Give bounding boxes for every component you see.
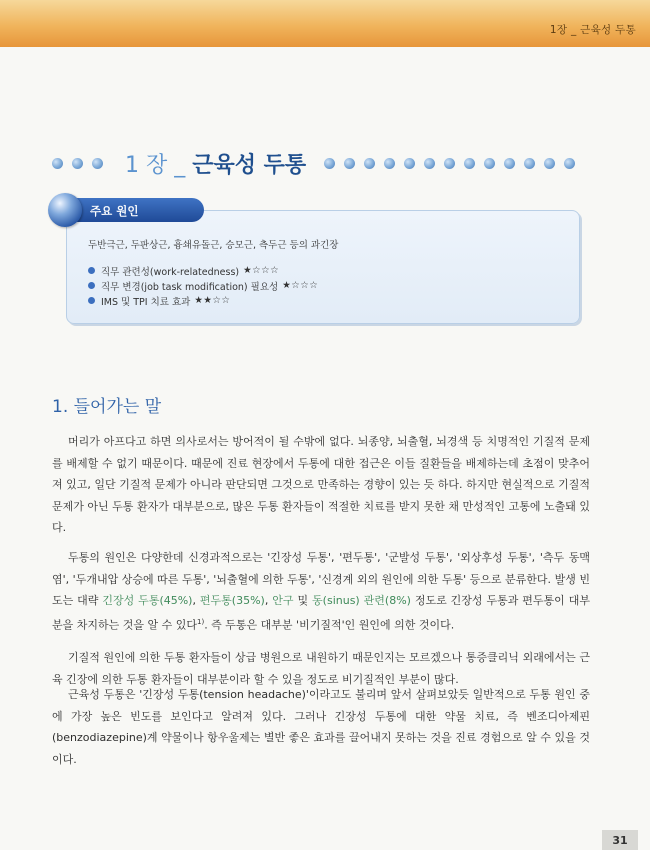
dot-icon <box>524 158 535 169</box>
dot-icon <box>364 158 375 169</box>
dot-icon <box>544 158 555 169</box>
dot-icon <box>484 158 495 169</box>
dot-icon <box>564 158 575 169</box>
cause-item-text: IMS 및 TPI 치료 효과 <box>101 296 191 308</box>
dot-icon <box>344 158 355 169</box>
list-item <box>88 293 318 308</box>
section-heading: 1. 들어가는 말 <box>52 397 162 417</box>
paragraph-2-text-b: 정도로 긴장성 두통과 편두통이 대부분을 차지하는 것을 알 수 있다 <box>52 594 590 632</box>
orb-icon <box>48 193 82 227</box>
paragraph-2-text-c: . 즉 두통은 대부분 '비기질적'인 원인에 의한 것이다. <box>204 618 455 632</box>
footnote-ref: 1) <box>197 617 205 626</box>
page-number: 31 <box>602 830 638 850</box>
bullet-icon <box>88 297 95 304</box>
dot-icon <box>384 158 395 169</box>
paragraph-4: 근육성 두통은 '긴장성 두통(tension headache)'이라고도 불리며 앞서 살펴보았듯 일반적으로 두통 원인 중에 가장 높은 빈도를 보인다고 알려져 있다. 그러나 긴장성 두통에 대한 약물 치료, 즉 벤조디아제핀(benzodiazepine)계 약물이나 항우울제는 별반 좋은 효과를 끌어내지 못하는 것을 진료 경험으로 알 수 있을 것이다. <box>52 688 590 766</box>
highlight-tension: 긴장성 두통(45%) <box>102 594 193 607</box>
paragraph-1: 머리가 아프다고 하면 의사로서는 방어적이 될 수밖에 없다. 뇌종양, 뇌출혈, 뇌경색 등 치명적인 기질적 문제를 배제할 수 없기 때문이다. 때문에 진료 현장에서 두통에 대한 접근은 이들 질환들을 배제하는데 초점이 맞추어져 있고, 일단 기질적 문제가 아니라 판단되면 그것으로 만족하는 경향이 있는 듯 하다. 하지만 현실적으로 기질적 문제가 아닌 두통 환자가 대부분으로, 많은 두통 환자들이 적절한 치료를 받지 못한 채 만성적인 고통에 노출돼 있다. <box>52 435 590 534</box>
chapter-number: 1 장 _ <box>125 152 186 178</box>
dot-icon <box>92 158 103 169</box>
chapter-title-row <box>52 148 592 178</box>
highlight-ocular: 안구 <box>272 594 294 607</box>
dot-icon <box>324 158 335 169</box>
main-causes-list <box>88 263 318 308</box>
decorative-dots-left <box>52 158 103 169</box>
paragraph-3: 기질적 원인에 의한 두통 환자들이 상급 병원으로 내원하기 때문인지는 모르겠으나 통증클리닉 외래에서는 근육 긴장에 의한 두통 환자들이 대부분이라 할 수 있을 정도로 비기질적인 부분이 많다. <box>52 651 590 686</box>
chapter-name: 근육성 두통 <box>192 152 307 178</box>
cause-item-text: 직무 변경(job task modification) 필요성 <box>101 281 279 293</box>
highlight-migraine: 편두통(35%) <box>199 594 265 607</box>
paragraph-2-text-a: 두통의 원인은 다양한데 신경과적으로는 '긴장성 두통', '편두통', '군발성 두통', '외상후성 두통', '측두 동맥염', '두개내압 상승에 따른 두통', '뇌출혈에 의한 두통', '신경계 외의 원인에 의한 두통' 등으로 분류한다. 발생 빈도는 대략 <box>52 551 590 607</box>
dot-icon <box>52 158 63 169</box>
paragraph-2 <box>52 547 590 636</box>
paragraph-2-sep1: , <box>192 594 200 607</box>
dot-icon <box>504 158 515 169</box>
decorative-dots-right <box>324 158 575 169</box>
bullet-icon <box>88 267 95 274</box>
list-item <box>88 278 318 293</box>
dot-icon <box>72 158 83 169</box>
paragraph-2-and: 및 <box>293 594 313 607</box>
dot-icon <box>404 158 415 169</box>
paragraph-2-sep2: , <box>264 594 273 607</box>
running-header-title: 1장 _ 근육성 두통 <box>549 24 636 36</box>
dot-icon <box>464 158 475 169</box>
main-causes-muscles: 두반극근, 두판상근, 흉쇄유돌근, 승모근, 측두근 등의 과긴장 <box>88 240 339 251</box>
rating-stars: ★☆☆☆ <box>282 280 319 291</box>
chapter-title <box>125 148 306 179</box>
dot-icon <box>424 158 435 169</box>
bullet-icon <box>88 282 95 289</box>
list-item <box>88 263 318 278</box>
highlight-sinus: 동(sinus) 관련(8%) <box>312 594 411 607</box>
rating-stars: ★☆☆☆ <box>243 265 280 276</box>
main-causes-label: 주요 원인 <box>90 204 139 218</box>
rating-stars: ★★☆☆ <box>194 295 231 306</box>
dot-icon <box>444 158 455 169</box>
cause-item-text: 직무 관련성(work-relatedness) <box>101 266 240 278</box>
